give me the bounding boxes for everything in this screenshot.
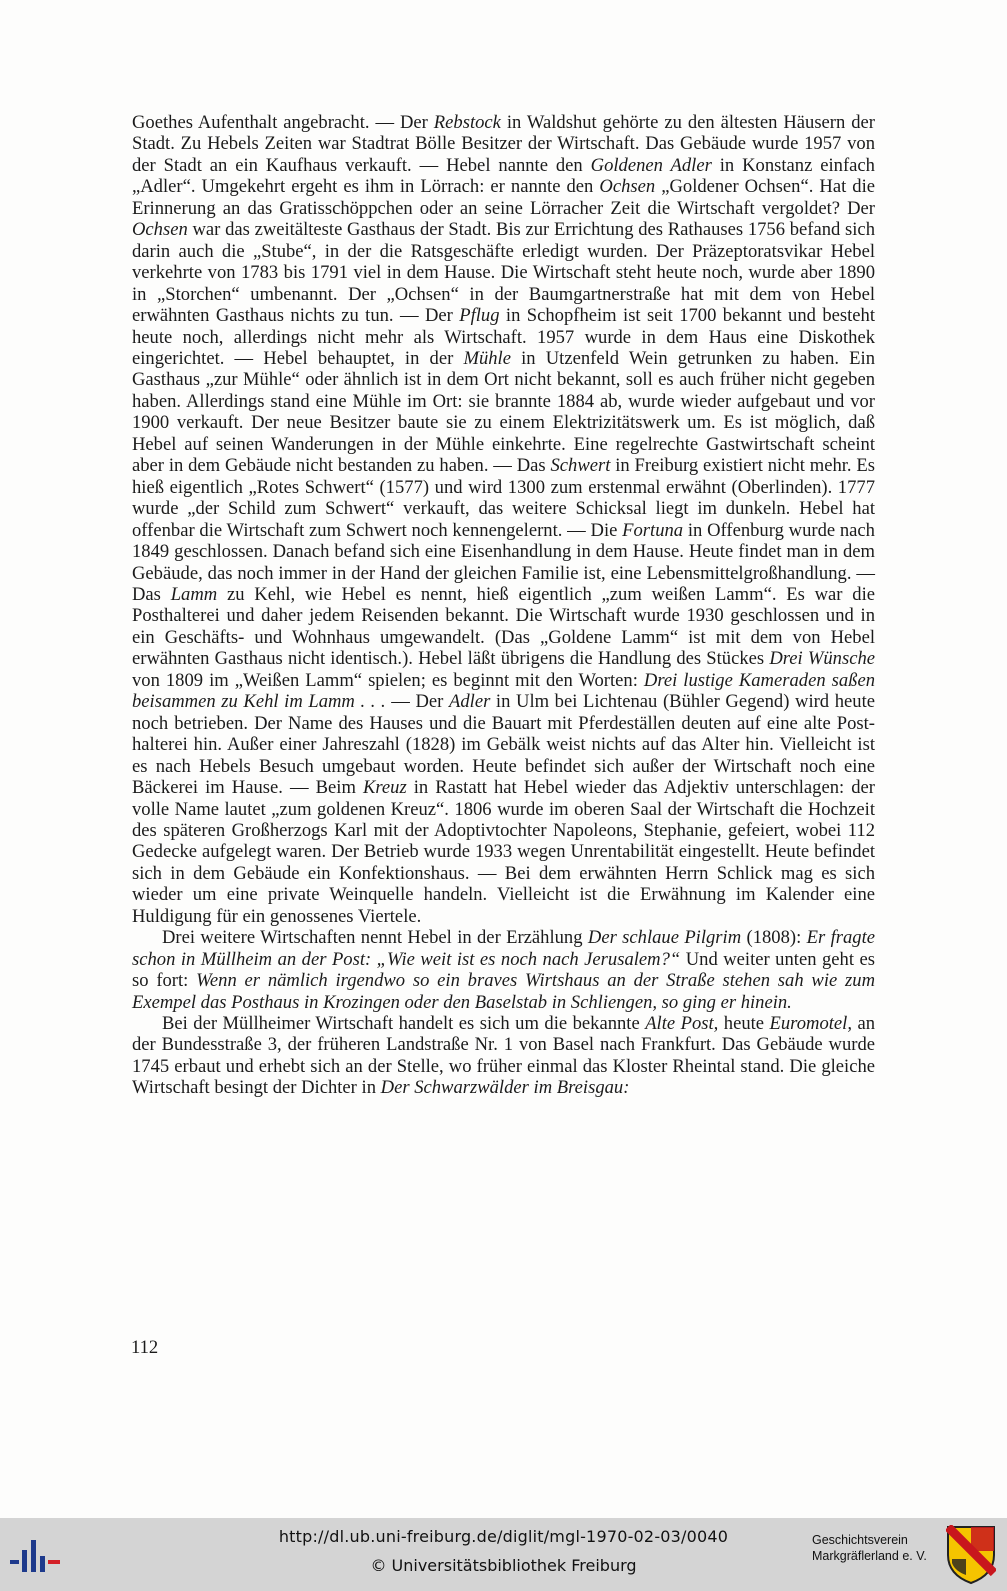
italic-text: Ochsen xyxy=(599,176,656,198)
text-run: zu Kehl, wie Hebel es nennt, hieß eigentlich „zum weißen Lamm“. Es war die Posthalterei und daher jedem Reisenden bekannt. Die Wirtschaft wurde 1930 geschlossen und in ein Geschäfts- und Wohnhaus umgewandelt. (Das „Goldene Lamm“ ist mit dem von Hebel erwähnten Gasthaus nicht identisch.). Hebel läßt übrigens die Handlung des Stückes xyxy=(132,583,875,670)
text-run: in Ulm bei Lichtenau (Bühler Gegend) wird heute noch betrieben. Der Name des Hauses und die Bauart mit Pferdeställen deuten auf eine alte Posthalterei hin. Außer einer Jahreszahl (1828) im Gebälk weist nichts auf das Alter hin. Vielleicht ist es nach Hebels Besuch umgebaut worden. Heute befindet sich außer der Wirtschaft noch eine Bäckerei im Hause. — Beim xyxy=(132,691,875,799)
text-run: in Schopfheim ist seit 1700 bekannt und besteht heute noch, allerdings nicht mehr als Wirtschaft. 1957 wurde in dem Haus eine Diskothek eingerichtet. — Hebel behauptet, in der xyxy=(132,305,875,369)
text-run: von 1809 im „Weißen Lamm“ spielen; es beginnt mit den Worten: xyxy=(132,669,644,691)
viewer-footer xyxy=(0,1518,1007,1591)
text-run: — Der xyxy=(385,691,449,713)
document-url[interactable]: http://dl.ub.uni-freiburg.de/diglit/mgl-1970-02-03/0040 xyxy=(278,1527,729,1546)
text-run: „Goldener Ochsen“. Hat die Erinnerung an das Gratisschöppchen oder an seine Lörracher Zeit die Wirtschaft vergoldet? Der xyxy=(132,176,875,219)
text-run: Goethes Aufenthalt angebracht. — Der xyxy=(132,112,434,133)
society-name-line2: Markgräflerland e. V. xyxy=(812,1549,927,1563)
italic-text: Pflug xyxy=(459,305,500,327)
text-run: Bei der Müllheimer Wirtschaft handelt es sich um die bekannte xyxy=(162,1013,646,1035)
text-run: heute xyxy=(718,1013,770,1035)
italic-text: Drei lustige Kameraden saßen beisammen zu Kehl im Lamm . . . xyxy=(132,669,875,713)
text-run: in Konstanz einfach „Adler“. Umgekehrt ergeht es ihm in Lörrach: er nannte den xyxy=(132,154,875,198)
society-name-line1: Geschichtsverein xyxy=(812,1533,908,1547)
italic-text: Adler xyxy=(449,691,491,713)
italic-text: Der Schwarzwälder im Breisgau: xyxy=(380,1077,630,1099)
text-run: (1808): xyxy=(741,927,807,949)
body-text xyxy=(132,112,875,1099)
text-run: in Utzenfeld Wein getrunken zu haben. Ein Gasthaus „zur Mühle“ oder ähnlich ist in dem Ort nicht bekannt, soll es auch früher nicht gegeben haben. Allerdings stand eine Mühle im Ort: sie brannte 1884 ab, wurde wieder aufgebaut und vor 1900 verkauft. Der neue Besitzer baute sie zu einem Elektrizitätswerk um. Es ist möglich, daß Hebel auf seinen Wanderungen in der Mühle einkehrte. Eine regelrechte Gastwirtschaft scheint aber in dem Gebäude nicht bestanden zu haben. — Das xyxy=(132,347,876,477)
text-run: an der Bundesstraße 3, der früheren Landstraße Nr. 1 von Basel nach Frankfurt. Das Gebäude wurde 1745 erbaut und erhebt sich an der Stelle, wo früher einmal das Kloster Rheintal stand. Die gleiche Wirtschaft besingt der Dichter in xyxy=(132,1013,876,1099)
italic-text: Der schlaue Pilgrim xyxy=(587,927,742,949)
text-run: Und weiter unten geht es so fort: xyxy=(132,948,875,992)
text-run: in Freiburg existiert nicht mehr. Es hieß eigentlich „Rotes Schwert“ (1577) und wird 1300 zum erstenmal erwähnt (Oberlinden). 1777 wurde „der Schild zum Schwert“ verkauft, das weitere Schicksal liegt im dunkeln. Hebel hat offenbar die Wirtschaft zum Schwert noch kennengelernt. — Die xyxy=(132,455,875,541)
italic-text: Mühle xyxy=(463,347,511,369)
text-run: in Rastatt hat Hebel wieder das Adjektiv unterschlagen: der volle Name lautet „zum goldenen Kreuz“. 1806 wurde im oberen Saal der Wirtschaft die Hochzeit des späteren Großherzogs Karl mit der Adoptivtochter Napoleons, Stephanie, gefeiert, wobei 112 Gedecke aufgelegt waren. Der Betrieb wurde 1933 wegen Unrentabilität eingestellt. Heute befindet sich in dem Gebäude ein Konfektionshaus. — Bei dem erwähnten Herrn Schlick mag es sich wieder um eine private Weinquelle handeln. Vielleicht ist die Erwähnung im Kalender eine Huldigung für ein genossenes Viertele. xyxy=(132,777,875,927)
italic-text: Goldenen Adler xyxy=(590,154,712,176)
paragraph xyxy=(132,1013,875,1099)
italic-text: Er fragte schon in Müllheim an der Post: „Wie weit ist es noch nach Jerusalem?“ xyxy=(132,927,875,970)
paragraph xyxy=(132,112,875,927)
markgraeflerland-crest-icon[interactable] xyxy=(946,1525,996,1585)
society-name xyxy=(812,1532,942,1564)
italic-text: Rebstock xyxy=(433,112,501,133)
text-run: in Offenburg wurde nach 1849 geschlossen. Danach befand sich eine Eisenhandlung in dem Hause. Heute findet man in dem Gebäude, das noch immer in der Hand der gleichen Familie ist, eine Lebensmittelgroßhandlung. — Das xyxy=(132,519,875,605)
italic-text: Lamm xyxy=(170,583,218,605)
italic-text: Alte Post, xyxy=(645,1013,719,1035)
italic-text: Drei Wünsche xyxy=(769,648,876,670)
italic-text: Wenn er nämlich irgendwo so ein braves Wirtshaus an der Straße stehen sah wie zum Exempel das Posthaus in Krozingen oder den Baselstab in Schliengen, so ging er hinein. xyxy=(132,970,875,1013)
text-run: Drei weitere Wirtschaften nennt Hebel in der Erzählung xyxy=(162,927,588,949)
italic-text: Euromotel, xyxy=(769,1013,852,1035)
text-run: in Waldshut gehörte zu den ältesten Häusern der Stadt. Zu Hebels Zeiten war Stadtrat Bölle Besitzer der Wirtschaft. Das Gebäude wurde 1957 von der Stadt an ein Kaufhaus verkauft. — Hebel nannte den xyxy=(132,112,875,176)
copyright-notice: © Universitätsbibliothek Freiburg xyxy=(370,1556,637,1575)
page-number: 112 xyxy=(131,1337,159,1358)
italic-text: Kreuz xyxy=(362,777,407,799)
italic-text: Schwert xyxy=(550,455,611,477)
italic-text: Ochsen xyxy=(132,219,188,241)
italic-text: Fortuna xyxy=(622,519,684,541)
text-run: war das zweitälteste Gasthaus der Stadt. Bis zur Errichtung des Rathauses 1756 befand sich darin auch die „Stube“, in der die Ratsgeschäfte erledigt wurden. Der Präzeptoratsvikar Hebel verkehrte von 1783 bis 1791 viel in dem Hause. Die Wirtschaft steht heute noch, wurde aber 1890 in „Storchen“ umbenannt. Der „Ochsen“ in der Baumgartnerstraße hat mit dem von Hebel erwähnten Gasthaus nichts zu tun. — Der xyxy=(132,219,875,327)
paragraph xyxy=(132,927,875,1013)
